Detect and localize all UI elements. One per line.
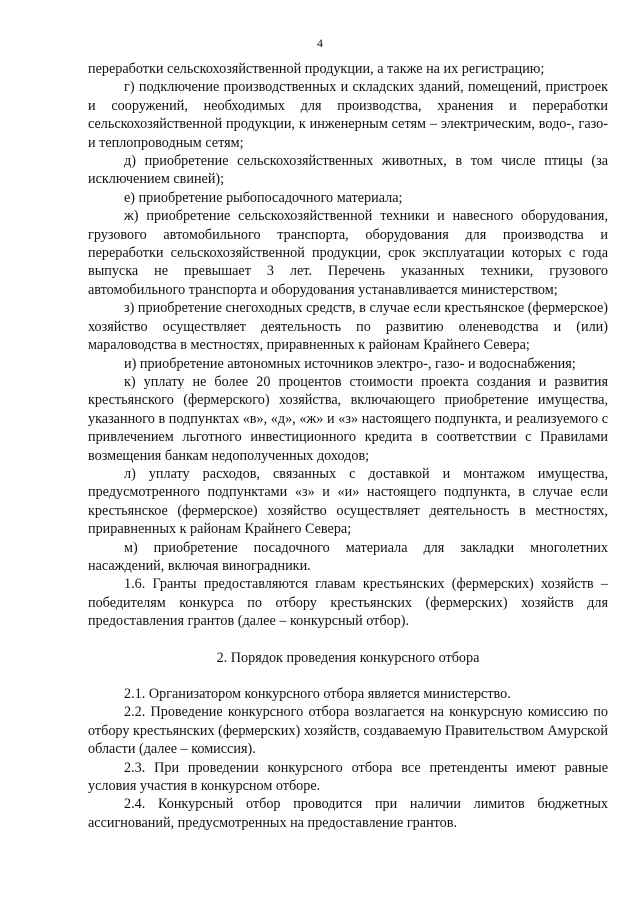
page-number: 4 xyxy=(317,36,323,50)
paragraph-continuation: переработки сельскохозяйственной продукции, а также на их регистрацию; xyxy=(88,61,545,77)
paragraph-item-zh: ж) приобретение сельскохозяйственной техники и навесного оборудования, грузового автомобильного транспорта, оборудования для производства и переработки сельскохозяйственной продукции, срок эксплуатации которых с года выпуска не превышает 3 лет. Перечень указанных техники, грузового автомобильного транспорта и оборудования устанавливается министерством; xyxy=(88,208,608,298)
paragraph-1-6: 1.6. Гранты предоставляются главам крестьянских (фермерских) хозяйств – победителям конкурса по отбору крестьянских (фермерских) хозяйств для предоставления грантов (далее – конкурсный отбор). xyxy=(88,576,608,630)
paragraph-item-m: м) приобретение посадочного материала для закладки многолетних насаждений, включая виноградники. xyxy=(88,539,608,574)
paragraph-item-l: л) уплату расходов, связанных с доставкой и монтажом имущества, предусмотренного подпунктами «з» и «и» настоящего подпункта, в случае если крестьянское (фермерское) хозяйство осуществляет деятельность в местностях, приравненных к районам Крайнего Севера; xyxy=(88,465,608,538)
paragraph-2-1: 2.1. Организатором конкурсного отбора является министерство. xyxy=(124,686,511,702)
page-body xyxy=(88,60,608,832)
section-heading: 2. Порядок проведения конкурсного отбора xyxy=(216,649,480,666)
paragraph-item-d: д) приобретение сельскохозяйственных животных, в том числе птицы (за исключением свиней); xyxy=(88,153,608,188)
paragraph-item-k: к) уплату не более 20 процентов стоимости проекта создания и развития крестьянского (фермерского) хозяйства, включающего приобретение имущества, указанного в подпунктах «в», «д», «ж» и «з» настоящего подпункта, и реализуемого с привлечением льготного инвестиционного кредита в соответствии с Правилами возмещения банкам недополученных доходов; xyxy=(88,373,608,464)
paragraph-2-4: 2.4. Конкурсный отбор проводится при наличии лимитов бюджетных ассигнований, предусмотренных на предоставление грантов. xyxy=(88,796,608,831)
paragraph-item-i: и) приобретение автономных источников электро-, газо- и водоснабжения; xyxy=(124,355,576,372)
paragraph-2-2: 2.2. Проведение конкурсного отбора возлагается на конкурсную комиссию по отбору крестьянских (фермерских) хозяйств, создаваемую Правительством Амурской области (далее – комиссия). xyxy=(88,704,608,758)
paragraph-item-e: е) приобретение рыбопосадочного материала; xyxy=(124,189,403,206)
paragraph-item-g: г) подключение производственных и складских зданий, помещений, пристроек и сооружений, необходимых для производства, хранения и переработки сельскохозяйственной продукции, к инженерным сетям – электрическим, водо-, газо- и теплопроводным сетям; xyxy=(88,79,608,151)
paragraph-item-z: з) приобретение снегоходных средств, в случае если крестьянское (фермерское) хозяйство осуществляет деятельность по развитию оленеводства и (или) мараловодства в местностях, приравненных к районам Крайнего Севера; xyxy=(88,300,608,354)
paragraph-2-3: 2.3. При проведении конкурсного отбора все претенденты имеют равные условия участия в конкурсном отборе. xyxy=(88,759,608,795)
